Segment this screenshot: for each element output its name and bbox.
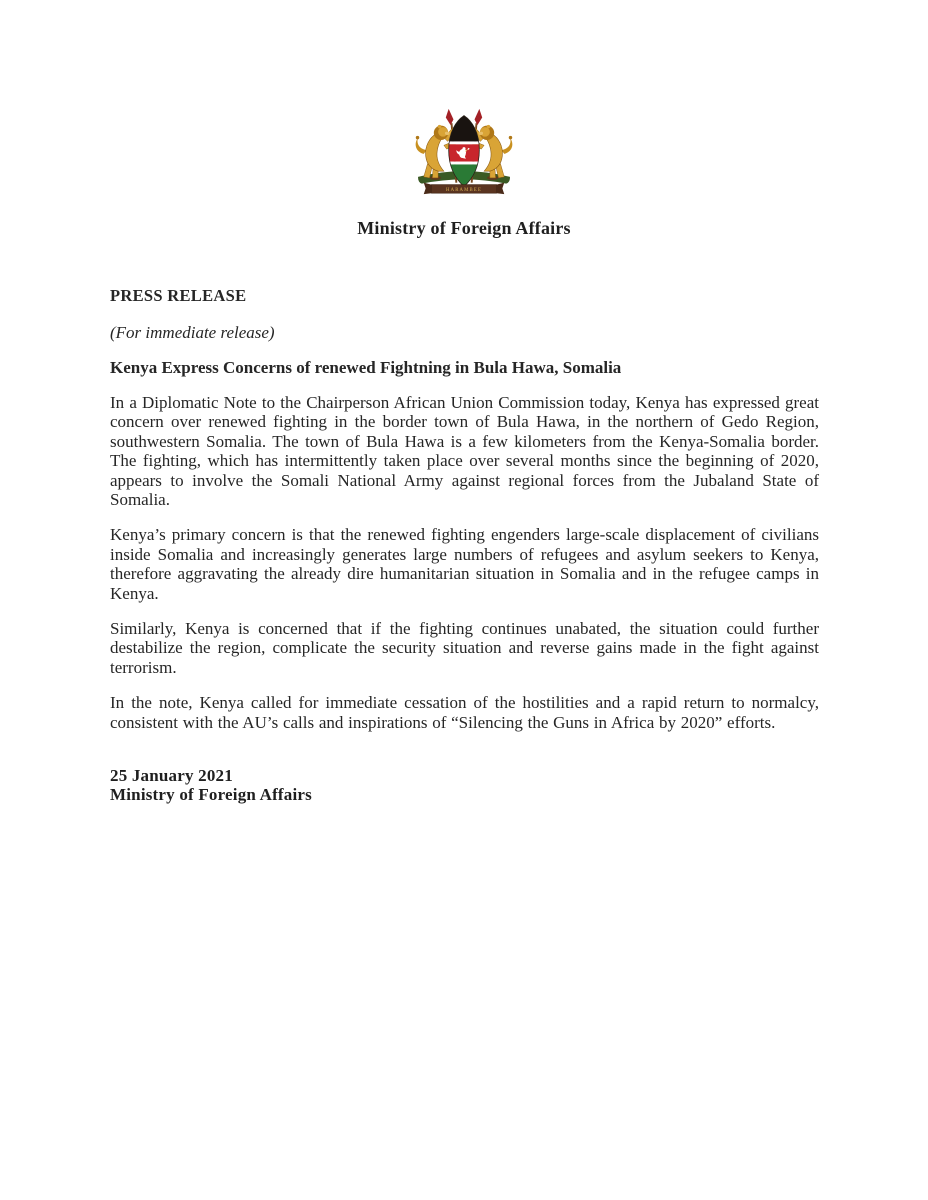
press-release-label: PRESS RELEASE xyxy=(110,286,247,305)
paragraph-2: Kenya’s primary concern is that the renewed fighting engenders large-scale displacement of civilians inside Somalia and increasingly generates large numbers of refugees and asylum seekers to Kenya, therefore aggravating the already dire humanitarian situation in Somalia and in the refugee camps in Kenya. xyxy=(110,525,819,603)
paragraph-1: In a Diplomatic Note to the Chairperson African Union Commission today, Kenya has expressed great concern over renewed fighting in the border town of Bula Hawa, in the northern of Gedo Region, southwestern Somalia. The town of Bula Hawa is a few kilometers from the Kenya-Somalia border. The fighting, which has intermittently taken place over several months since the beginning of 2020, appears to involve the Somali National Army against regional forces from the Jubaland State of Somalia. xyxy=(110,393,819,510)
release-date: 25 January 2021 xyxy=(110,766,233,786)
paragraph-3: Similarly, Kenya is concerned that if the fighting continues unabated, the situation could further destabilize the region, complicate the security situation and reverse gains made in the fight against terrorism. xyxy=(110,619,819,677)
release-note: (For immediate release) xyxy=(110,323,275,342)
kenya-coat-of-arms-icon xyxy=(406,106,522,198)
paragraph-4: In the note, Kenya called for immediate cessation of the hostilities and a rapid return to normalcy, consistent with the AU’s calls and inspirations of “Silencing the Guns in Africa by 2020” efforts. xyxy=(110,693,819,732)
signature-ministry: Ministry of Foreign Affairs xyxy=(110,785,312,805)
signoff-block xyxy=(110,766,819,804)
ministry-title: Ministry of Foreign Affairs xyxy=(357,218,571,238)
release-title: Kenya Express Concerns of renewed Fightning in Bula Hawa, Somalia xyxy=(110,358,622,377)
emblem-motto: HARAMBEE xyxy=(445,188,483,194)
document-header xyxy=(0,106,928,239)
document-body xyxy=(110,287,819,804)
